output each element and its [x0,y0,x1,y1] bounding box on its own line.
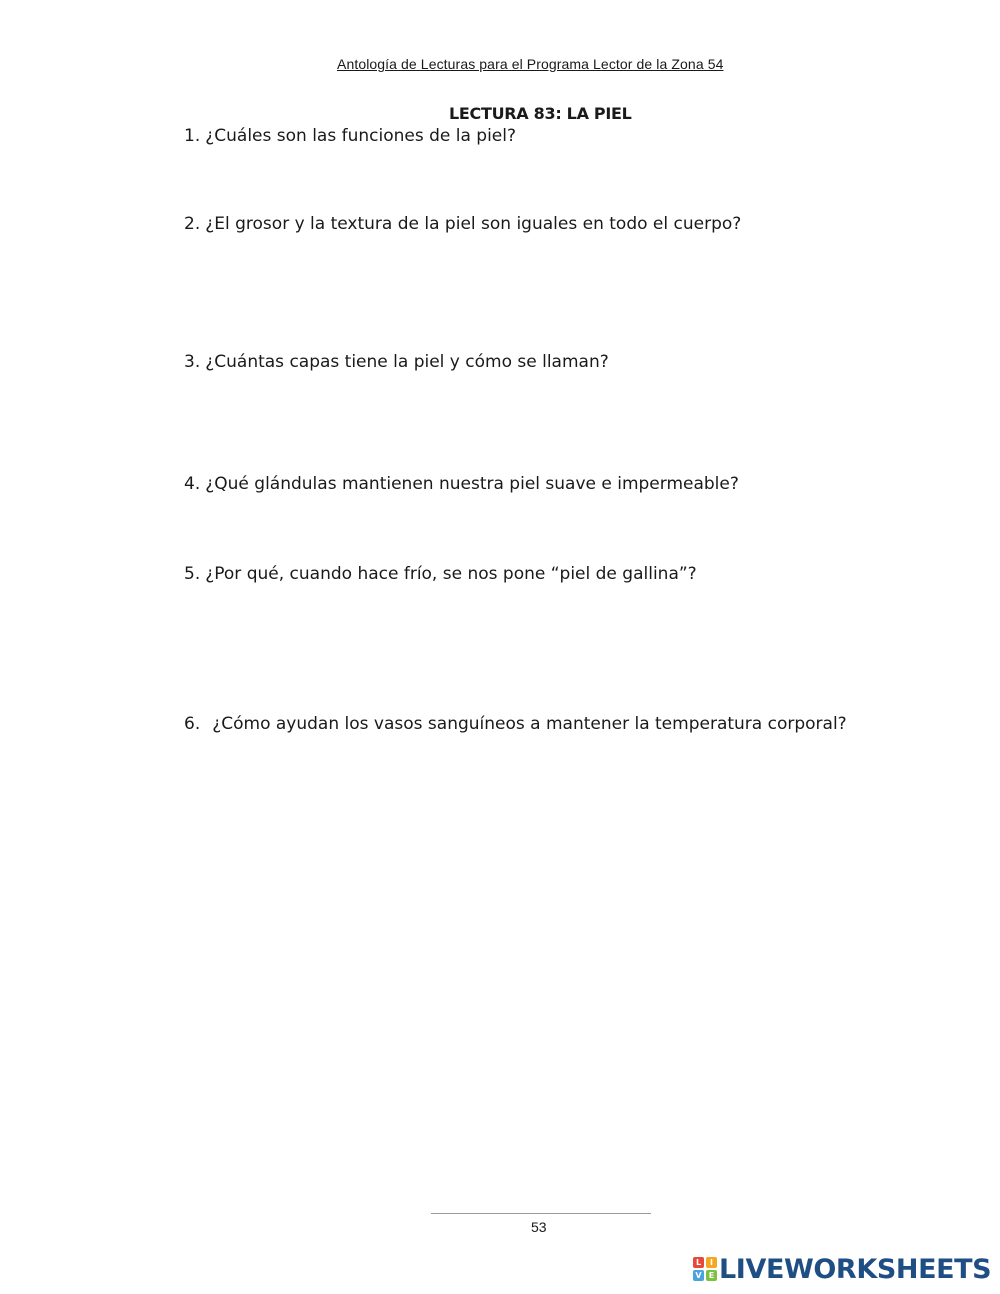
question-number: 1. [184,126,201,146]
question-text: ¿Por qué, cuando hace frío, se nos pone “piel de gallina”? [205,564,697,584]
question-3 [184,352,609,372]
page-number: 53 [531,1219,547,1235]
question-2 [184,214,741,234]
running-header: Antología de Lecturas para el Programa Lector de la Zona 54 [337,56,724,72]
question-number: 5. [184,564,201,584]
question-6 [184,714,847,734]
question-text: ¿El grosor y la textura de la piel son iguales en todo el cuerpo? [205,214,742,234]
footer-divider [431,1213,651,1214]
question-number: 2. [184,214,201,234]
question-text: ¿Qué glándulas mantienen nuestra piel suave e impermeable? [205,474,739,494]
question-text: ¿Cuántas capas tiene la piel y cómo se llaman? [205,352,609,372]
question-number: 4. [184,474,201,494]
logo-letter: I [706,1257,717,1268]
question-4 [184,474,739,494]
question-1 [184,126,516,146]
brand-wordmark: LIVEWORKSHEETS [719,1253,992,1285]
logo-letter: V [693,1270,704,1281]
logo-letter: E [706,1270,717,1281]
question-number: 6. [184,714,201,734]
question-text: ¿Cómo ayudan los vasos sanguíneos a mantener la temperatura corporal? [212,714,847,734]
logo-letter: L [693,1257,704,1268]
liveworksheets-logo-icon [693,1257,717,1281]
question-5 [184,564,697,584]
liveworksheets-brand-link[interactable] [693,1253,991,1285]
reading-title: LECTURA 83: LA PIEL [449,104,632,123]
question-text: ¿Cuáles son las funciones de la piel? [205,126,517,146]
question-number: 3. [184,352,201,372]
